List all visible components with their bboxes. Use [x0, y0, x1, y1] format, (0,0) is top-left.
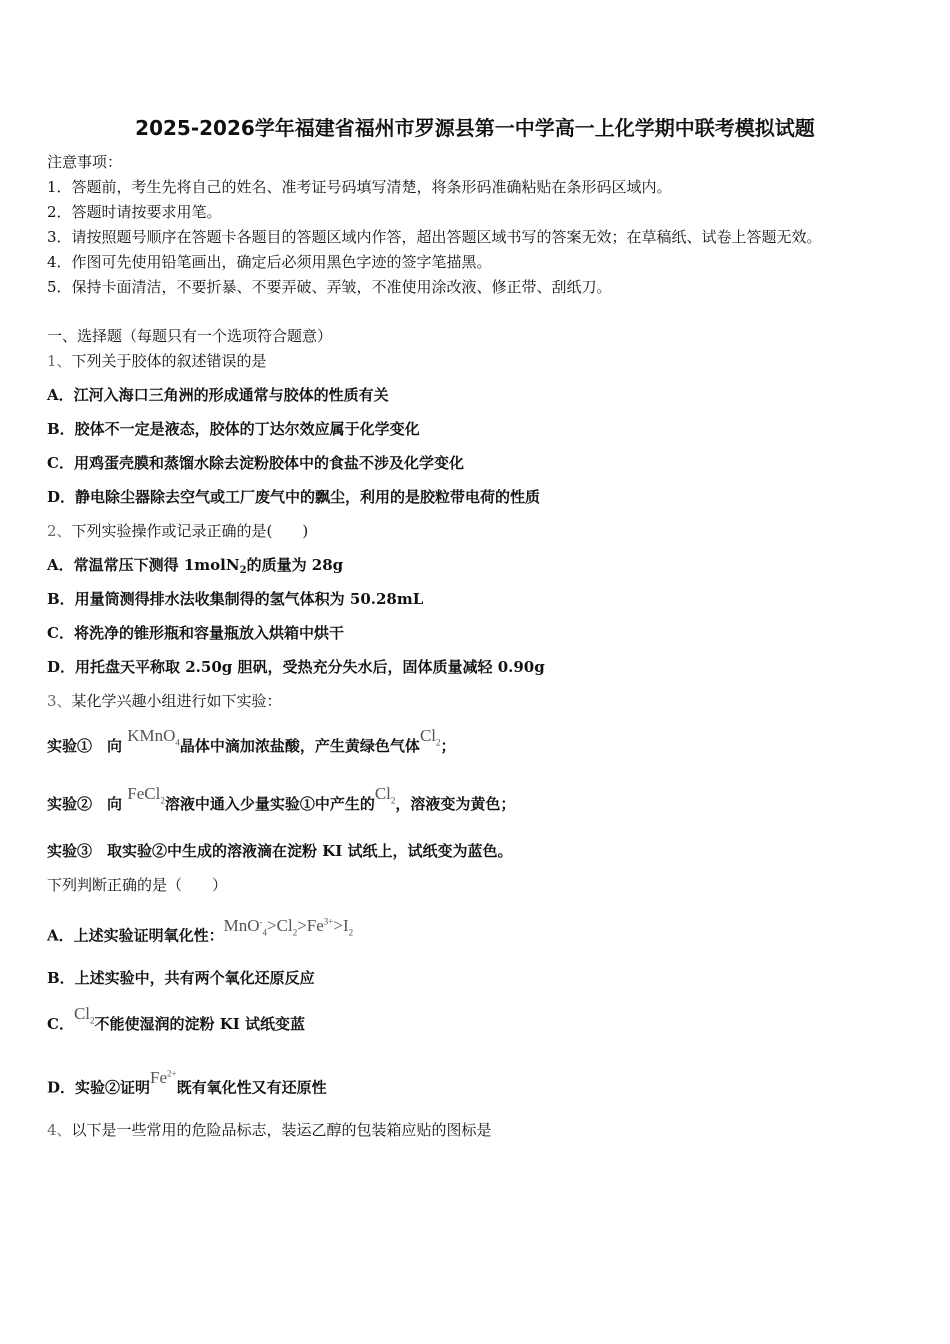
question-number: 3、 — [47, 692, 72, 710]
question-number: 1、 — [47, 352, 72, 370]
subscript: 2 — [239, 565, 247, 576]
formula-cl2: $Cl_2$ — [419, 726, 441, 748]
notice-item-1: 1．答题前，考生先将自己的姓名、准考证号码填写清楚，将条形码准确粘贴在条形码区域内。 — [47, 178, 672, 196]
notice-item-2: 2．答题时请按要求用笔。 — [47, 203, 222, 221]
experiment-label: 实验① 向 — [47, 737, 123, 755]
option-text: 不能使湿润的淀粉 KI 试纸变蓝 — [94, 1015, 306, 1033]
question-text: 下列实验操作或记录正确的是( ) — [71, 522, 309, 540]
question-2-stem — [47, 521, 308, 541]
notice-item-5: 5．保持卡面清洁，不要折暴、不要弄破、弄皱，不准使用涂改液、修正带、刮纸刀。 — [47, 278, 612, 296]
q3-option-c — [47, 1004, 306, 1040]
option-text: C． — [47, 1015, 74, 1033]
section-heading: 一、选择题（每题只有一个选项符合题意） — [47, 327, 333, 345]
option-text: 既有氧化性又有还原性 — [176, 1078, 327, 1097]
question-text: 以下是一些常用的危险品标志，装运乙醇的包装箱应贴的图标是 — [71, 1121, 492, 1139]
experiment-text: 溶液中通入少量实验①中产生的 — [164, 795, 375, 813]
question-1-stem — [47, 351, 267, 371]
notice-item-4: 4．作图可先使用铅笔画出，确定后必须用黑色字迹的签字笔描黑。 — [47, 253, 492, 271]
experiment-1 — [47, 726, 456, 762]
experiment-3: 实验③ 取实验②中生成的溶液滴在淀粉 KI 试纸上，试纸变为蓝色。 — [47, 842, 513, 860]
question-text: 下列关于胶体的叙述错误的是 — [71, 352, 267, 370]
formula-cl2: $Cl_2$ — [374, 784, 396, 806]
q2-option-d: D．用托盘天平称取 2.50g 胆矾，受热充分失水后，固体质量减轻 0.90g — [47, 658, 545, 676]
experiment-2 — [47, 784, 516, 820]
experiment-text: 晶体中滴加浓盐酸，产生黄绿色气体 — [179, 737, 420, 755]
q3-option-b: B．上述实验中，共有两个氧化还原反应 — [47, 969, 315, 987]
option-text: 的质量为 28g — [246, 556, 344, 574]
question-text: 某化学兴趣小组进行如下实验： — [71, 692, 282, 710]
option-text: A．常温常压下测得 1molN — [47, 556, 240, 574]
option-text: D．实验②证明 — [47, 1078, 151, 1097]
q3-judge-prompt: 下列判断正确的是（ ） — [47, 876, 228, 894]
formula-cl2: $Cl_2$ — [73, 1004, 95, 1026]
formula-fecl2: FeCl$_2$ — [127, 784, 165, 806]
question-3-stem — [47, 691, 282, 711]
q2-option-a — [47, 555, 343, 578]
formula-oxidizer-order: $MnO^-_4>Cl_2>Fe^{3+}>I_2$ — [223, 915, 354, 938]
q1-option-a: A．江河入海口三角洲的形成通常与胶体的性质有关 — [47, 386, 389, 404]
experiment-text: ； — [440, 737, 456, 755]
q1-option-b: B．胶体不一定是液态，胶体的丁达尔效应属于化学变化 — [47, 420, 420, 438]
q1-option-d: D．静电除尘器除去空气或工厂废气中的飘尘，利用的是胶粒带电荷的性质 — [47, 488, 541, 506]
q2-option-b: B．用量筒测得排水法收集制得的氢气体积为 50.28mL — [47, 590, 424, 608]
question-number: 2、 — [47, 522, 72, 540]
experiment-label: 实验② 向 — [47, 795, 123, 813]
question-number: 4、 — [47, 1121, 72, 1139]
formula-kmno4: KMnO$_4$ — [127, 726, 180, 748]
q3-option-a — [47, 915, 354, 952]
q1-option-c: C．用鸡蛋壳膜和蒸馏水除去淀粉胶体中的食盐不涉及化学变化 — [47, 454, 464, 472]
question-4-stem — [47, 1120, 492, 1140]
experiment-text: ，溶液变为黄色； — [395, 795, 516, 813]
option-text: A．上述实验证明氧化性： — [47, 926, 224, 945]
formula-fe2plus: $Fe^{2+}$ — [150, 1067, 177, 1087]
page-title: 2025-2026学年福建省福州市罗源县第一中学高一上化学期中联考模拟试题 — [135, 116, 815, 140]
notice-item-3: 3．请按照题号顺序在答题卡各题目的答题区域内作答，超出答题区域书写的答案无效；在草稿纸、试卷上答题无效。 — [47, 228, 822, 246]
notice-heading: 注意事项： — [47, 153, 123, 171]
q3-option-d — [47, 1067, 327, 1098]
q2-option-c: C．将洗净的锥形瓶和容量瓶放入烘箱中烘干 — [47, 624, 344, 642]
